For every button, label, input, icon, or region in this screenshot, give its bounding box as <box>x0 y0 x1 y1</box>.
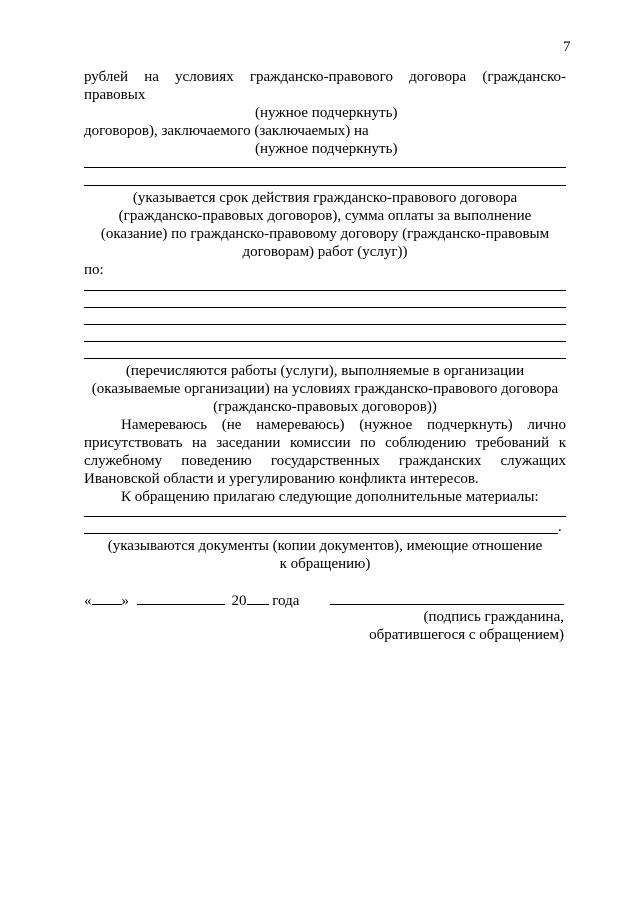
para3-line1: К обращению прилагаю следующие дополнительные материалы: <box>121 489 539 505</box>
note1-line1: (указывается срок действия гражданско-правового договора <box>132 190 518 206</box>
para2-word: гражданских <box>398 453 482 469</box>
para2-word: лично <box>527 417 566 433</box>
fill-line <box>84 185 566 186</box>
para2-word: комиссии <box>289 435 351 451</box>
open-quote: « <box>84 593 92 609</box>
para2-line3 <box>84 452 566 470</box>
para1-word: гражданско-правового <box>249 69 393 85</box>
day-blank <box>92 590 122 605</box>
close-quote: » <box>121 593 129 609</box>
note3-line1: (указываются документы (копии документов), имеющие отношение <box>107 538 543 554</box>
note2-line3: (гражданско-правовых договоров)) <box>213 399 437 415</box>
note1-line2: (гражданско-правовых договоров), сумма оплаты за выполнение <box>118 208 532 224</box>
fill-line <box>84 516 566 517</box>
fill-line <box>84 358 566 359</box>
signature-blank <box>330 604 564 605</box>
para2-word: (не <box>221 417 242 433</box>
para2-word: требований <box>475 435 550 451</box>
fill-line <box>84 167 566 168</box>
para2-word: заседании <box>216 435 281 451</box>
para2-word: намереваюсь) <box>256 417 345 433</box>
para2-word: по <box>360 435 376 451</box>
para2-word: подчеркнуть) <box>426 417 513 433</box>
hint-underline-2: (нужное подчеркнуть) <box>255 141 398 157</box>
para2-word: на <box>192 435 207 451</box>
note1-line3: (оказание) по гражданско-правовому договору (гражданско-правовым <box>100 226 550 242</box>
para2-word: соблюдению <box>385 435 467 451</box>
para2-word: к <box>558 435 566 451</box>
hint-underline-1: (нужное подчеркнуть) <box>255 105 398 121</box>
para2-word: государственных <box>270 453 380 469</box>
signature-note-line1: (подпись гражданина, <box>423 609 564 625</box>
po-label: по: <box>84 262 104 278</box>
para2-line2 <box>84 434 566 452</box>
year-blank <box>247 590 269 605</box>
fill-line <box>84 324 566 325</box>
fill-line <box>84 307 566 308</box>
note2-line2: (оказываемые организации) на условиях гражданско-правового договора <box>91 381 559 397</box>
para1-word: условиях <box>175 69 234 85</box>
para2-line4: Ивановской области и урегулированию конфликта интересов. <box>84 471 479 487</box>
para2-word: Намереваюсь <box>121 417 208 433</box>
para1-word: договора <box>409 69 467 85</box>
year-suffix: года <box>272 593 300 609</box>
para2-word: (нужное <box>359 417 413 433</box>
fill-line <box>84 533 558 534</box>
signature-note-line2: обратившегося с обращением) <box>369 627 564 643</box>
para1-line3: договоров), заключаемого (заключаемых) на <box>84 123 369 139</box>
para2-word: служебному <box>84 453 163 469</box>
para2-line1 <box>121 416 566 434</box>
note3-line2: к обращению) <box>279 556 371 572</box>
month-blank <box>137 590 225 605</box>
para1-word: (гражданско- <box>482 69 566 85</box>
note1-line4: договорам) работ (услуг)) <box>242 244 408 260</box>
para1-line1 <box>84 68 566 86</box>
end-period: . <box>558 519 562 535</box>
note2-line1: (перечисляются работы (услуги), выполняемые в организации <box>125 363 525 379</box>
para1-line2: правовых <box>84 87 146 103</box>
fill-line <box>84 341 566 342</box>
fill-line <box>84 290 566 291</box>
year-prefix: 20 <box>231 593 247 609</box>
para1-word: рублей <box>84 69 129 85</box>
para2-word: присутствовать <box>84 435 183 451</box>
date-line <box>84 590 299 610</box>
page-number: 7 <box>563 39 571 55</box>
para2-word: служащих <box>500 453 566 469</box>
para2-word: поведению <box>181 453 252 469</box>
para1-word: на <box>144 69 159 85</box>
